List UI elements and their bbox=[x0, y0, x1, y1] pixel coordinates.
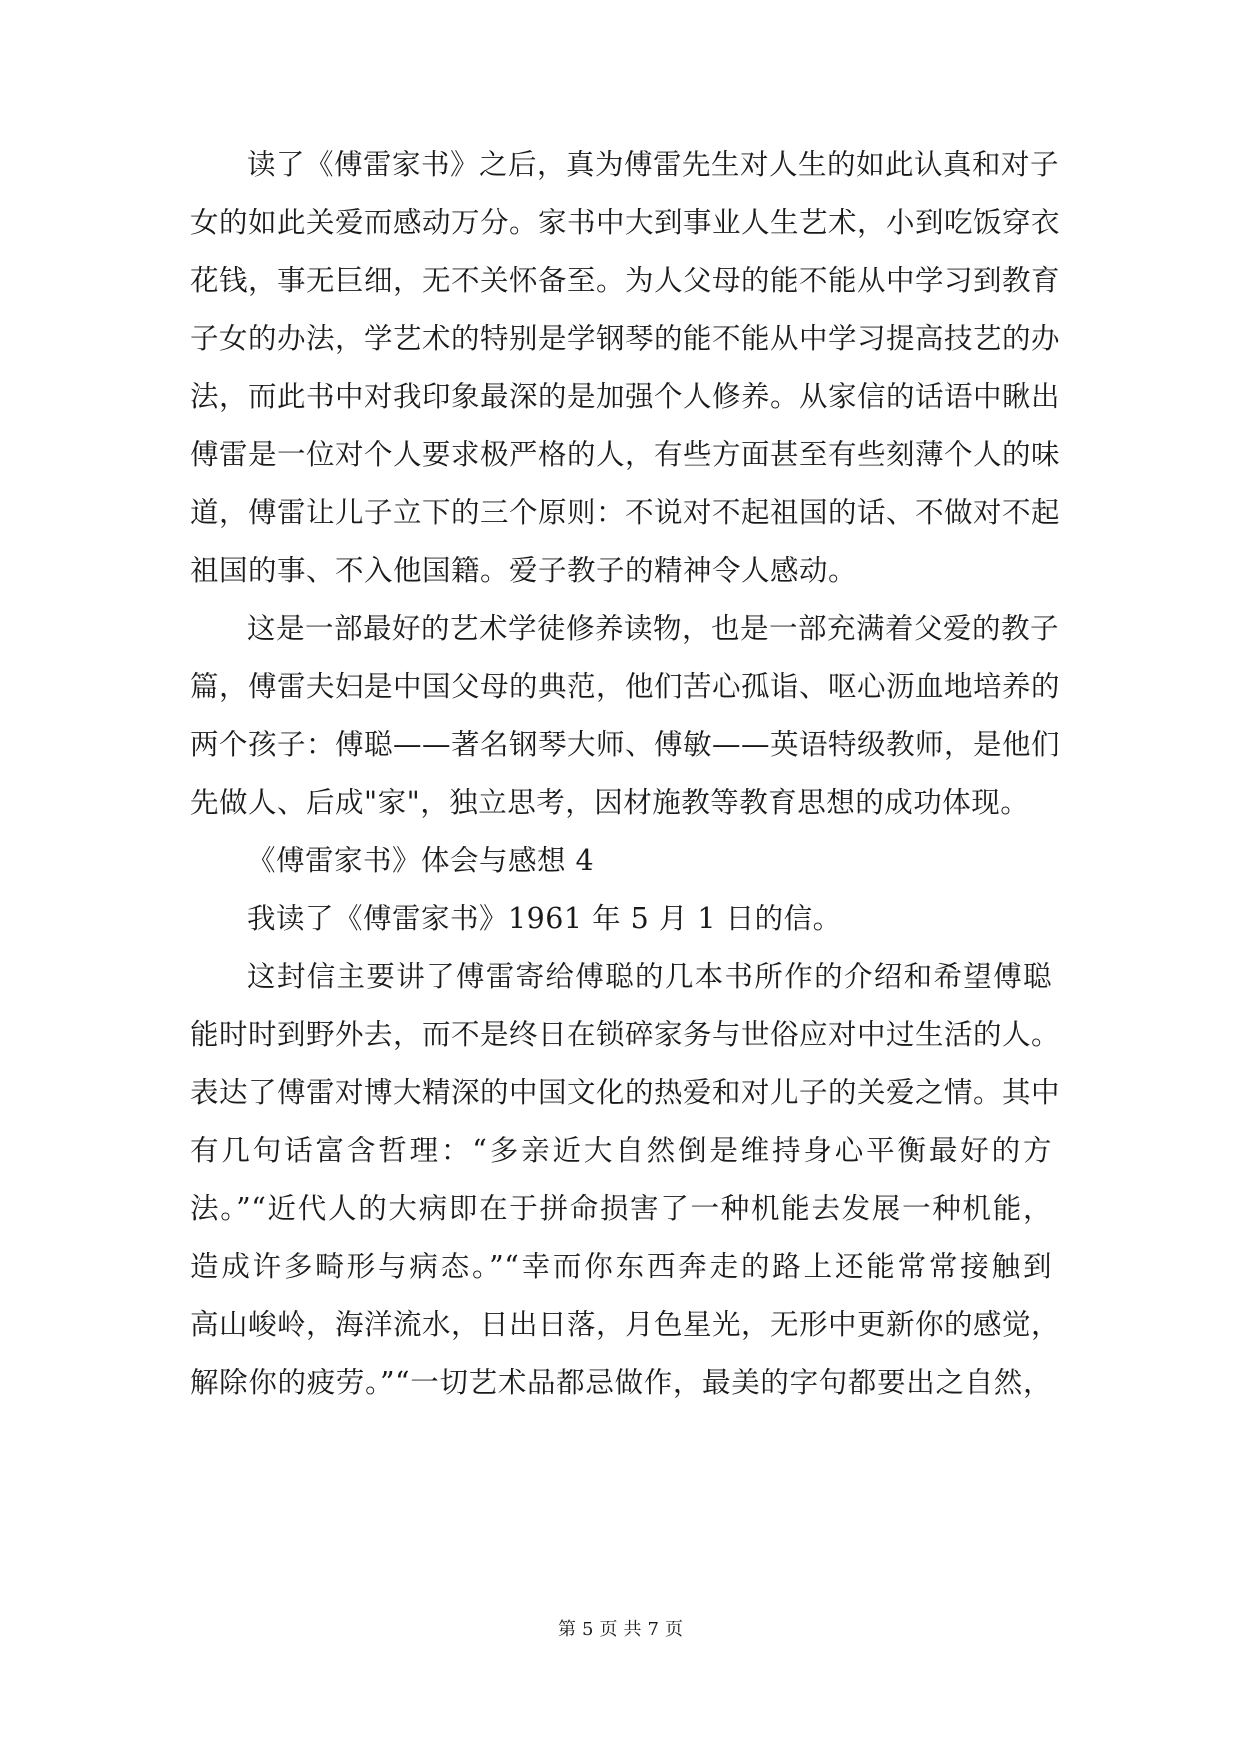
paragraph-1-line-1: 读了《傅雷家书》之后，真为傅雷先生对人生的如此认真和对子 bbox=[247, 148, 1060, 181]
paragraph-1-line-2: 女的如此关爱而感动万分。家书中大到事业人生艺术，小到吃饭穿衣 bbox=[190, 206, 1061, 239]
paragraph-4-line-1: 这封信主要讲了傅雷寄给傅聪的几本书所作的介绍和希望傅聪 bbox=[247, 960, 1052, 993]
paragraph-1-line-5: 法，而此书中对我印象最深的是加强个人修养。从家信的话语中瞅出 bbox=[190, 380, 1061, 413]
footer-page-number: 5 bbox=[582, 1619, 594, 1640]
page-footer bbox=[0, 1618, 1241, 1642]
paragraph-4-line-4: 有几句话富含哲理：“多亲近大自然倒是维持身心平衡最好的方 bbox=[190, 1134, 1052, 1167]
section-heading: 《傅雷家书》体会与感想 4 bbox=[247, 844, 595, 877]
paragraph-3-line-1: 我读了《傅雷家书》1961 年 5 月 1 日的信。 bbox=[247, 902, 842, 935]
paragraph-1-line-3: 花钱，事无巨细，无不关怀备至。为人父母的能不能从中学习到教育 bbox=[190, 264, 1061, 297]
paragraph-1-line-4: 子女的办法，学艺术的特别是学钢琴的能不能从中学习提高技艺的办 bbox=[190, 322, 1061, 355]
paragraph-4-line-6: 造成许多畸形与病态。”“幸而你东西奔走的路上还能常常接触到 bbox=[190, 1250, 1052, 1283]
footer-total-label: 共 bbox=[623, 1619, 642, 1640]
paragraph-2-line-4: 先做人、后成"家"，独立思考，因材施教等教育思想的成功体现。 bbox=[190, 786, 1030, 819]
footer-suffix: 页 bbox=[664, 1619, 683, 1640]
paragraph-2-line-3: 两个孩子：傅聪——著名钢琴大师、傅敏——英语特级教师，是他们 bbox=[190, 728, 1061, 761]
paragraph-1-line-7: 道，傅雷让儿子立下的三个原则：不说对不起祖国的话、不做对不起 bbox=[190, 496, 1061, 529]
paragraph-1-line-6: 傅雷是一位对个人要求极严格的人，有些方面甚至有些刻薄个人的味 bbox=[190, 438, 1061, 471]
paragraph-4-line-7: 高山峻岭，海洋流水，日出日落，月色星光，无形中更新你的感觉， bbox=[190, 1308, 1061, 1341]
paragraph-4-line-8: 解除你的疲劳。”“一切艺术品都忌做作，最美的字句都要出之自然， bbox=[190, 1366, 1052, 1399]
footer-page-label: 页 bbox=[599, 1619, 618, 1640]
paragraph-1-line-8: 祖国的事、不入他国籍。爱子教子的精神令人感动。 bbox=[190, 554, 858, 587]
paragraph-2-line-2: 篇，傅雷夫妇是中国父母的典范，他们苦心孤诣、呕心沥血地培养的 bbox=[190, 670, 1061, 703]
paragraph-4-line-2: 能时时到野外去，而不是终日在锁碎家务与世俗应对中过生活的人。 bbox=[190, 1018, 1061, 1051]
paragraph-4-line-3: 表达了傅雷对博大精深的中国文化的热爱和对儿子的关爱之情。其中 bbox=[190, 1076, 1061, 1109]
footer-prefix: 第 bbox=[558, 1619, 577, 1640]
footer-total-pages: 7 bbox=[647, 1619, 659, 1640]
paragraph-2-line-1: 这是一部最好的艺术学徒修养读物，也是一部充满着父爱的教子 bbox=[247, 612, 1060, 645]
paragraph-4-line-5: 法。”“近代人的大病即在于拼命损害了一种机能去发展一种机能， bbox=[190, 1192, 1052, 1225]
